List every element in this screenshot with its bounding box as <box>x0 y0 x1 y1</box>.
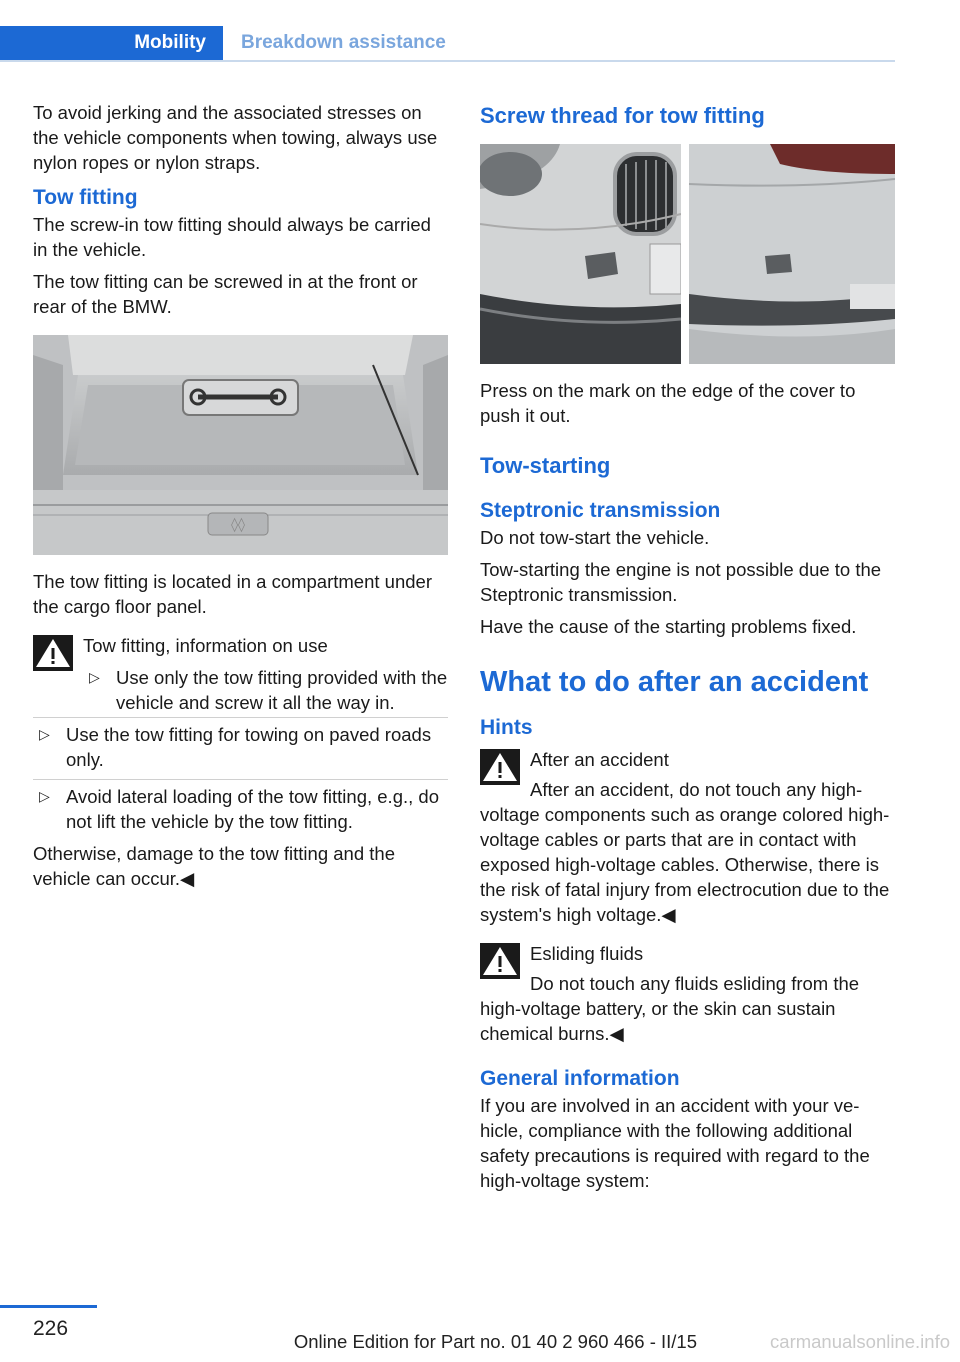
screw-caption: Press on the mark on the edge of the cover to push it out. <box>480 380 856 426</box>
intro-paragraph: To avoid jerking and the associated stresses on the vehicle components when towing, always use nylon ropes or nylon straps. <box>33 102 438 173</box>
tow-fitting-paragraph-2: The tow fitting can be screwed in at the front or rear of the BMW. <box>33 271 418 317</box>
left-column <box>33 100 448 898</box>
hint-after-accident <box>480 747 895 772</box>
warning-triangle-icon <box>480 943 520 979</box>
divider <box>33 717 448 718</box>
triangle-right-icon: ▷ <box>89 669 100 685</box>
tab-breakdown-assistance[interactable]: Breakdown assistance <box>241 32 446 53</box>
tow-starting-heading: Tow-starting <box>480 453 611 478</box>
divider <box>33 779 448 780</box>
hint-esliding-fluids <box>480 941 895 966</box>
watermark: carmanualsonline.info <box>770 1331 950 1352</box>
cargo-compartment-figure <box>33 335 448 555</box>
hint2-text: Do not touch any fluids esliding from the high-voltage battery, or the skin can sustain chemical burns.◀ <box>480 973 860 1044</box>
footer-rule <box>0 1305 97 1308</box>
screw-thread-heading: Screw thread for tow fitting <box>480 103 765 128</box>
general-information-heading: General information <box>480 1067 680 1090</box>
triangle-right-icon: ▷ <box>39 788 50 804</box>
edition-text: Online Edition for Part no. 01 40 2 960 466 - II/15 <box>293 1331 697 1352</box>
svg-text:◊◊: ◊◊ <box>231 517 245 533</box>
tow-fitting-warning <box>33 633 448 715</box>
steptronic-paragraph-3: Have the cause of the starting problems fixed. <box>480 616 857 637</box>
steptronic-heading: Steptronic transmission <box>480 499 721 522</box>
hint1-title: After an accident <box>530 749 669 770</box>
hint1-text: After an accident, do not touch any high-voltage components such as orange colored high-voltage cables or parts that are in contact with exposed high-voltage cables. Otherwise, there is the risk of fatal injury from electrocution due to the system's high voltage.◀ <box>480 779 890 925</box>
tab-mobility[interactable]: Mobility <box>0 26 223 60</box>
figure-caption: The tow fitting is located in a compartment under the cargo floor panel. <box>33 571 432 617</box>
warning-title: Tow fitting, information on use <box>83 635 328 656</box>
general-information-text: If you are involved in an accident with your vehicle, compliance with the following additional safety precautions is required with regard to the high-voltage system: <box>480 1095 870 1191</box>
hints-heading: Hints <box>480 716 533 739</box>
warning-triangle-icon <box>33 635 73 671</box>
warning-list-inner <box>83 665 448 715</box>
steptronic-paragraph-1: Do not tow-start the vehicle. <box>480 527 710 548</box>
tow-fitting-paragraph-1: The screw-in tow fitting should always be carried in the vehicle. <box>33 214 431 260</box>
screw-thread-figure <box>480 144 895 364</box>
page-number: 226 <box>33 1317 69 1340</box>
list-item: ▷ Avoid lateral loading of the tow fitting, e.g., do not lift the vehicle by the tow fitting. <box>33 784 448 834</box>
triangle-right-icon: ▷ <box>39 726 50 742</box>
list-item: ▷ Use the tow fitting for towing on paved roads only. <box>33 722 448 772</box>
warning-end: Otherwise, damage to the tow fitting and the vehicle can occur.◀ <box>33 843 395 889</box>
hint2-title: Esliding fluids <box>530 943 644 964</box>
steptronic-paragraph-2: Tow-starting the engine is not possible due to the Steptronic transmission. <box>480 559 882 605</box>
header-tabs <box>0 26 895 62</box>
accident-heading: What to do after an accident <box>480 666 869 698</box>
warning-list <box>33 722 448 834</box>
list-item: ▷ Use only the tow fitting provided with the vehicle and screw it all the way in. <box>89 667 448 713</box>
warning-triangle-icon <box>480 749 520 785</box>
tow-fitting-heading: Tow fitting <box>33 186 138 209</box>
right-column <box>480 100 895 1200</box>
